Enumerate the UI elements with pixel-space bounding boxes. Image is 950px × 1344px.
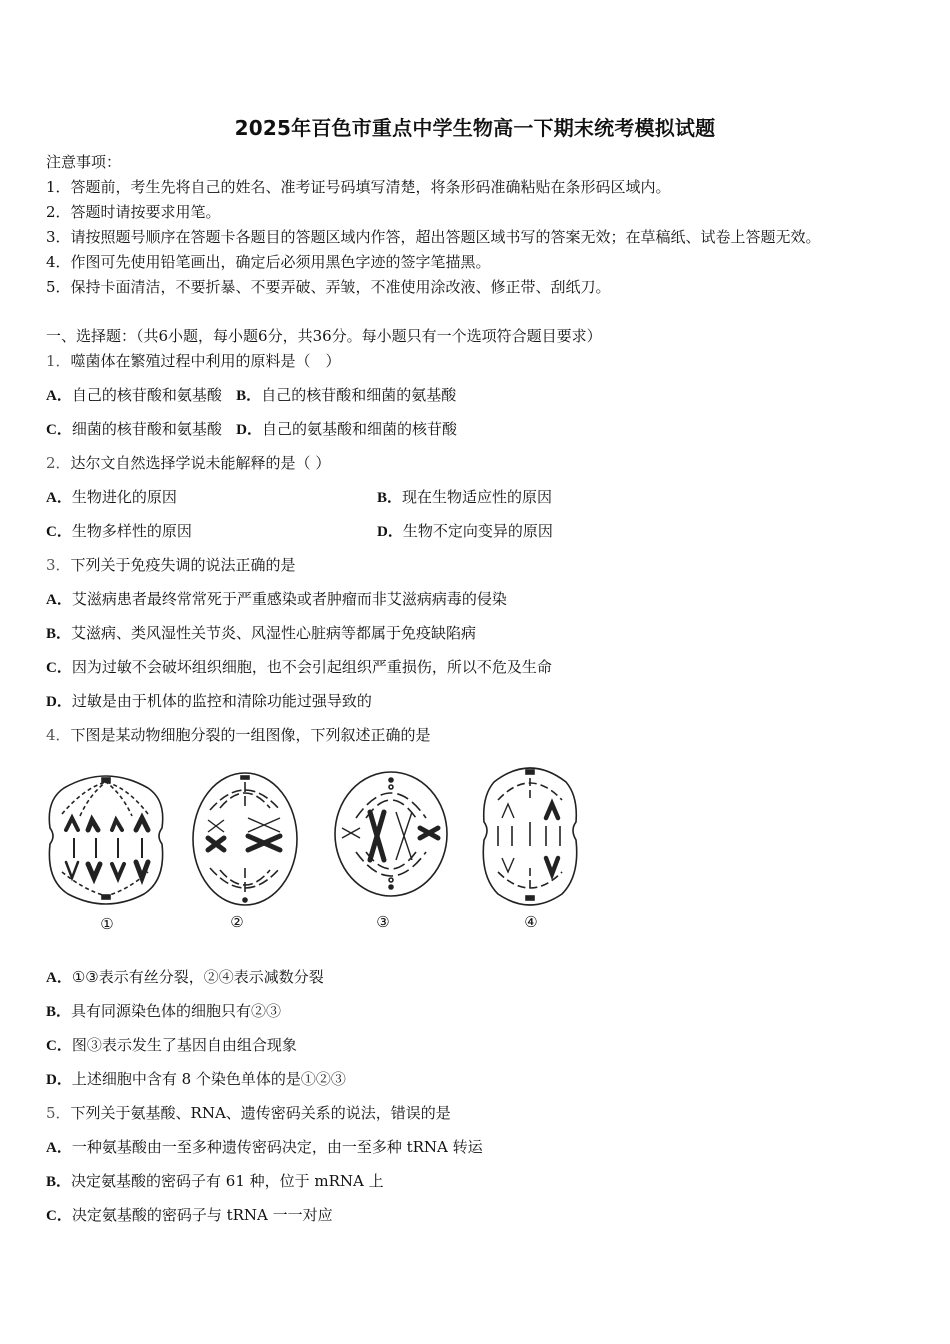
question-1-options-row-2 bbox=[46, 419, 457, 440]
option-letter: C． bbox=[46, 524, 72, 540]
question-5-option-b bbox=[46, 1171, 384, 1192]
option-letter: C． bbox=[46, 1038, 72, 1054]
question-5-option-c bbox=[46, 1205, 333, 1226]
notice-item: 4．作图可先使用铅笔画出，确定后必须用黑色字迹的签字笔描黑。 bbox=[46, 253, 491, 271]
option-letter: C． bbox=[46, 660, 72, 676]
option-text: 上述细胞中含有 8 个染色单体的是①②③ bbox=[71, 1070, 346, 1088]
question-4-option-d bbox=[46, 1069, 346, 1090]
question-4-option-a bbox=[46, 967, 324, 988]
question-text: 达尔文自然选择学说未能解释的是（ ） bbox=[70, 454, 331, 472]
notice-heading: 注意事项： bbox=[46, 153, 122, 171]
question-2-option-c bbox=[46, 521, 192, 542]
figure-label-3: ③ bbox=[376, 913, 390, 931]
question-2-option-d bbox=[377, 521, 553, 542]
question-5-stem bbox=[46, 1103, 451, 1123]
question-3-option-d bbox=[46, 691, 372, 712]
option-text: 细菌的核苷酸和氨基酸 bbox=[71, 420, 222, 438]
question-4-option-b bbox=[46, 1001, 281, 1022]
question-text: 下列关于免疫失调的说法正确的是 bbox=[70, 556, 296, 574]
question-number: 3． bbox=[46, 556, 71, 574]
option-letter: A． bbox=[46, 490, 72, 506]
option-letter: B． bbox=[236, 388, 262, 404]
option-text: 具有同源染色体的细胞只有②③ bbox=[71, 1002, 282, 1020]
figure-label-4: ④ bbox=[524, 913, 538, 931]
notice-item: 3．请按照题号顺序在答题卡各题目的答题区域内作答，超出答题区域书写的答案无效；在草稿纸、试卷上答题无效。 bbox=[46, 228, 821, 246]
question-text: 噬菌体在繁殖过程中利用的原料是（ ） bbox=[70, 352, 341, 370]
cell-diagram-4 bbox=[480, 760, 580, 910]
cell-diagram-2 bbox=[190, 770, 300, 908]
question-number: 5． bbox=[46, 1104, 71, 1122]
question-text: 下图是某动物细胞分裂的一组图像，下列叙述正确的是 bbox=[70, 726, 431, 744]
question-4-stem bbox=[46, 725, 431, 745]
option-letter: D． bbox=[236, 422, 263, 438]
option-text: 因为过敏不会破坏组织细胞，也不会引起组织严重损伤，所以不危及生命 bbox=[71, 658, 552, 676]
option-text: 艾滋病、类风湿性关节炎、风湿性心脏病等都属于免疫缺陷病 bbox=[71, 624, 477, 642]
question-5-option-a bbox=[46, 1137, 483, 1158]
question-3-option-a bbox=[46, 589, 507, 610]
option-text: 自己的氨基酸和细菌的核苷酸 bbox=[262, 420, 458, 438]
notice-item: 5．保持卡面清洁，不要折暴、不要弄破、弄皱，不准使用涂改液、修正带、刮纸刀。 bbox=[46, 278, 611, 296]
question-1-stem bbox=[46, 351, 341, 371]
option-text: 艾滋病患者最终常常死于严重感染或者肿瘤而非艾滋病病毒的侵染 bbox=[71, 590, 507, 608]
question-1-options-row-1 bbox=[46, 385, 456, 406]
option-text: 决定氨基酸的密码子与 tRNA 一一对应 bbox=[71, 1206, 333, 1224]
cell-division-figures bbox=[44, 760, 604, 940]
question-3-option-c bbox=[46, 657, 552, 678]
question-text: 下列关于氨基酸、RNA、遗传密码关系的说法，错误的是 bbox=[70, 1104, 451, 1122]
question-number: 4． bbox=[46, 726, 71, 744]
cell-diagram-1 bbox=[44, 768, 168, 908]
cell-diagram-3 bbox=[332, 768, 450, 900]
option-letter: C． bbox=[46, 422, 72, 438]
option-letter: B． bbox=[46, 1004, 72, 1020]
option-letter: A． bbox=[46, 1140, 72, 1156]
option-text: ①③表示有丝分裂，②④表示减数分裂 bbox=[71, 968, 324, 986]
option-letter: C． bbox=[46, 1208, 72, 1224]
option-letter: B． bbox=[377, 490, 403, 506]
option-text: 图③表示发生了基因自由组合现象 bbox=[71, 1036, 297, 1054]
option-text: 过敏是由于机体的监控和清除功能过强导致的 bbox=[71, 692, 372, 710]
page-title: 2025年百色市重点中学生物高一下期末统考模拟试题 bbox=[234, 116, 716, 140]
option-text: 生物不定向变异的原因 bbox=[402, 522, 553, 540]
figure-label-2: ② bbox=[230, 913, 244, 931]
option-letter: D． bbox=[46, 1072, 72, 1088]
option-text: 一种氨基酸由一至多种遗传密码决定，由一至多种 tRNA 转运 bbox=[71, 1138, 483, 1156]
question-2-option-b bbox=[377, 487, 552, 508]
option-letter: A． bbox=[46, 388, 72, 404]
notice-item: 1．答题前，考生先将自己的姓名、准考证号码填写清楚，将条形码准确粘贴在条形码区域内。 bbox=[46, 178, 671, 196]
option-text: 生物多样性的原因 bbox=[71, 522, 192, 540]
question-number: 1． bbox=[46, 352, 71, 370]
question-3-stem bbox=[46, 555, 296, 575]
question-3-option-b bbox=[46, 623, 476, 644]
option-letter: D． bbox=[46, 694, 72, 710]
option-text: 决定氨基酸的密码子有 61 种，位于 mRNA 上 bbox=[71, 1172, 384, 1190]
question-2-stem bbox=[46, 453, 330, 473]
option-text: 生物进化的原因 bbox=[71, 488, 177, 506]
question-4-option-c bbox=[46, 1035, 297, 1056]
option-letter: D． bbox=[377, 524, 403, 540]
option-letter: B． bbox=[46, 626, 72, 642]
option-text: 自己的核苷酸和氨基酸 bbox=[71, 386, 222, 404]
question-number: 2． bbox=[46, 454, 71, 472]
section-heading: 一、选择题：（共6小题，每小题6分，共36分。每小题只有一个选项符合题目要求） bbox=[46, 327, 602, 345]
option-text: 现在生物适应性的原因 bbox=[402, 488, 553, 506]
option-letter: B． bbox=[46, 1174, 72, 1190]
option-letter: A． bbox=[46, 970, 72, 986]
option-letter: A． bbox=[46, 592, 72, 608]
option-text: 自己的核苷酸和细菌的氨基酸 bbox=[261, 386, 457, 404]
figure-label-1: ① bbox=[100, 915, 114, 933]
question-2-option-a bbox=[46, 487, 177, 508]
notice-item: 2．答题时请按要求用笔。 bbox=[46, 203, 221, 221]
